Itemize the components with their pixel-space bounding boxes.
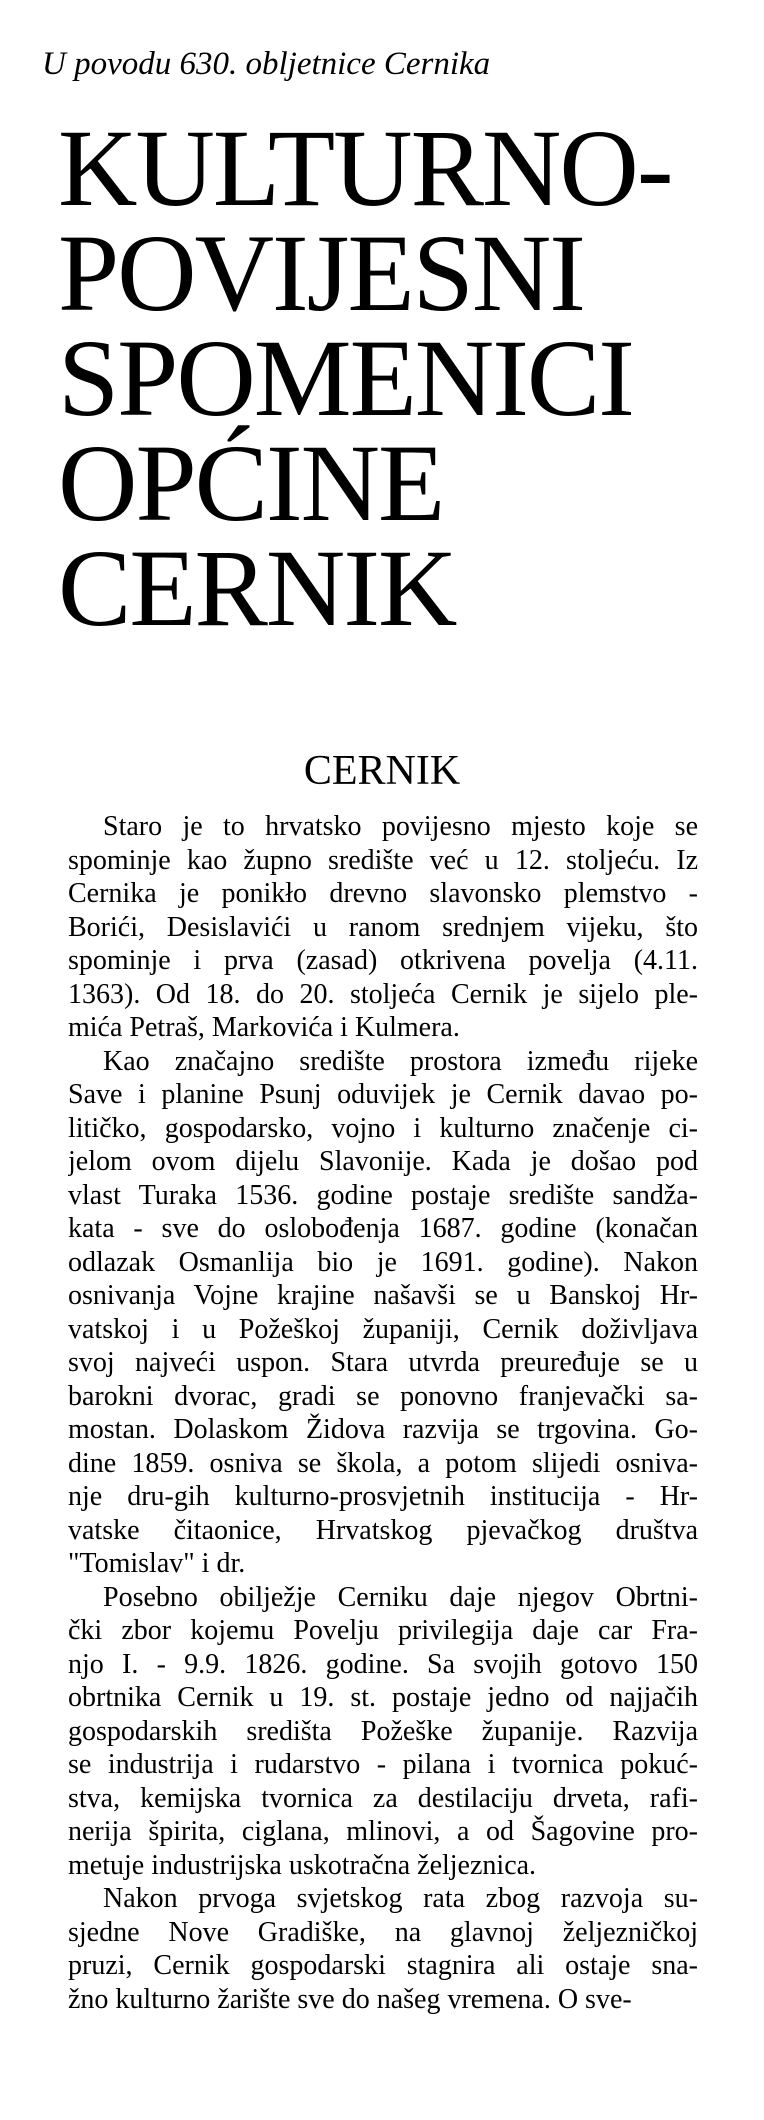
article-body xyxy=(68,810,698,2016)
paragraph-line: vatskoj i u Požeškoj županiji, Cernik doživljava xyxy=(68,1313,698,1345)
section-title: CERNIK xyxy=(303,748,461,794)
paragraph-line: sjedne Nove Gradiške, na glavnoj željezničkoj xyxy=(68,1916,698,1948)
paragraph-line: odlazak Osmanlija bio je 1691. godine). Nakon xyxy=(68,1246,698,1278)
paragraph-line: litičko, gospodarsko, vojno i kulturno značenje ci- xyxy=(68,1112,698,1144)
headline-line: SPOMENICI xyxy=(58,317,633,439)
paragraph-line: Staro je to hrvatsko povijesno mjesto koje se xyxy=(103,811,698,842)
paragraph-line: Borići, Desislavići u ranom srednjem vijeku, što xyxy=(68,911,698,943)
paragraph-line: pruzi, Cernik gospodarski stagnira ali ostaje sna- xyxy=(68,1950,698,1981)
paragraph-line: mića Petraš, Markovića i Kulmera. xyxy=(68,1012,460,1043)
paragraph-line: barokni dvorac, gradi se ponovno franjevački sa- xyxy=(68,1380,698,1412)
paragraph-line: Posebno obilježje Cerniku daje njegov Obrtni- xyxy=(103,1581,698,1613)
paragraph xyxy=(68,1581,698,1883)
paragraph-line: Kao značajno središte prostora između rijeke xyxy=(103,1045,698,1077)
paragraph-line: Nakon prvoga svjetskog rata zbog razvoja su- xyxy=(103,1883,698,1914)
paragraph-line: žno kulturno žarište sve do našeg vremena. O sve- xyxy=(68,1983,632,2015)
paragraph-line: gospodarskih središta Požeške županije. Razvija xyxy=(68,1715,698,1747)
paragraph-line: mostan. Dolaskom Židova razvija se trgovina. Go- xyxy=(68,1414,698,1445)
headline xyxy=(58,107,672,649)
paragraph-line: nerija špirita, ciglana, mlinovi, a od Šagovine pro- xyxy=(68,1816,698,1847)
paragraph-line: metuje industrijska uskotračna željeznica. xyxy=(68,1849,537,1881)
paragraph xyxy=(68,810,698,1045)
paragraph-line: se industrija i rudarstvo - pilana i tvornica pokuć- xyxy=(68,1749,698,1780)
headline-line: CERNIK xyxy=(58,527,456,649)
paragraph-line: njo I. - 9.9. 1826. godine. Sa svojih gotovo 150 xyxy=(68,1648,698,1680)
paragraph-line: čki zbor kojemu Povelju privilegija daje car Fra- xyxy=(68,1615,698,1646)
paragraph-line: kata - sve do oslobođenja 1687. godine (konačan xyxy=(68,1213,698,1244)
paragraph-line: Cernika je ponikło drevno slavonsko plemstvo - xyxy=(68,878,698,909)
headline-line: POVIJESNI xyxy=(58,212,584,334)
paragraph-line: "Tomislav" i dr. xyxy=(68,1548,246,1579)
paragraph-line: spominje kao župno središte već u 12. stoljeću. Iz xyxy=(68,844,698,876)
paragraph-line: dine 1859. osniva se škola, a potom slijedi osniva- xyxy=(68,1447,698,1479)
paragraph xyxy=(68,1045,698,1581)
headline-line: OPĆINE xyxy=(58,422,444,544)
paragraph-line: vlast Turaka 1536. godine postaje središte sandža- xyxy=(68,1179,698,1211)
paragraph-line: stva, kemijska tvornica za destilaciju drveta, rafi- xyxy=(68,1782,698,1814)
paragraph-line: vatske čitaonice, Hrvatskog pjevačkog društva xyxy=(68,1514,698,1546)
paragraph-line: nje dru-gih kulturno-prosvjetnih institucija - Hr- xyxy=(68,1481,698,1512)
paragraph-line: svoj najveći uspon. Stara utvrda preuređuje se u xyxy=(68,1347,698,1378)
paragraph-line: obrtnika Cernik u 19. st. postaje jedno od najjačih xyxy=(68,1682,698,1713)
paragraph-line: Save i planine Psunj oduvijek je Cernik davao po- xyxy=(68,1079,698,1110)
paragraph xyxy=(68,1882,698,2016)
headline-line: KULTURNO- xyxy=(58,107,672,229)
paragraph-line: 1363). Od 18. do 20. stoljeća Cernik je sijelo ple- xyxy=(68,978,698,1010)
paragraph-line: osnivanja Vojne krajine našavši se u Banskoj Hr- xyxy=(68,1280,698,1311)
paragraph-line: spominje i prva (zasad) otkrivena povelja (4.11. xyxy=(68,945,698,976)
kicker: U povodu 630. obljetnice Cernika xyxy=(42,46,491,82)
paragraph-line: jelom ovom dijelu Slavonije. Kada je došao pod xyxy=(68,1146,698,1177)
